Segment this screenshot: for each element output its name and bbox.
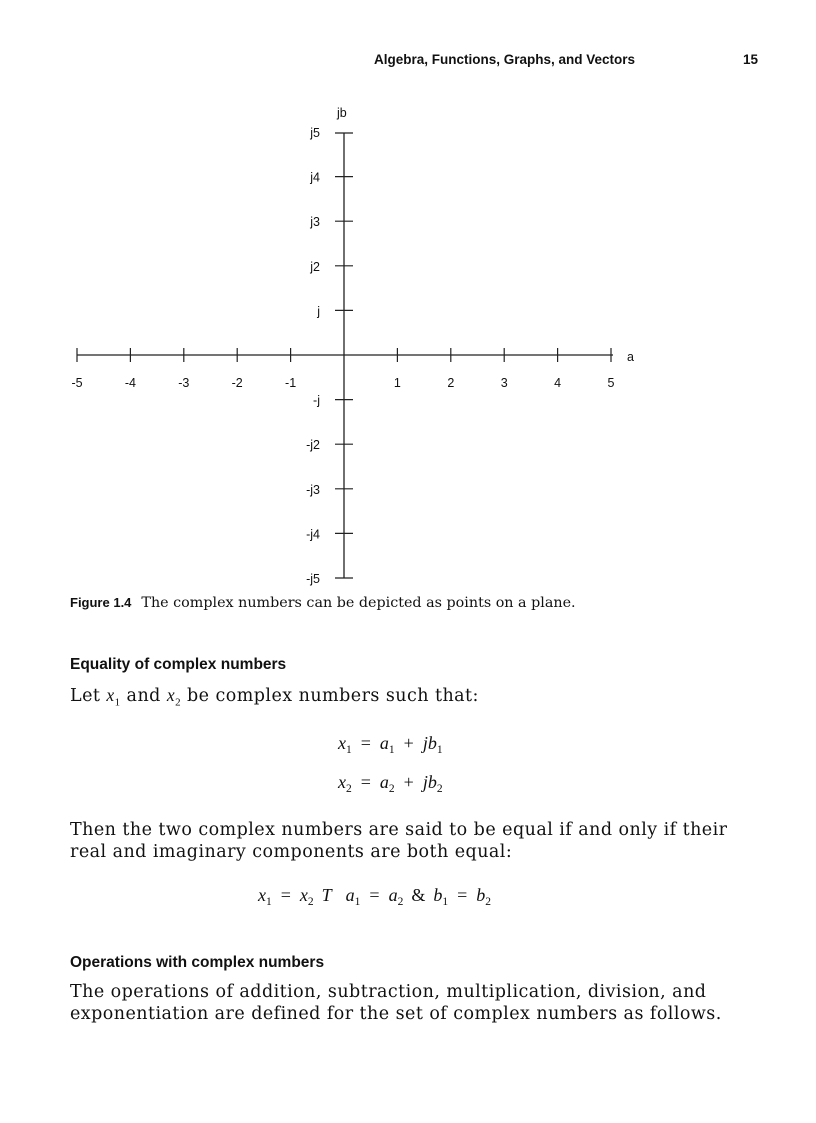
figure-caption bbox=[70, 594, 670, 612]
equals-sign: = bbox=[360, 733, 371, 753]
subscript-1: 1 bbox=[442, 896, 449, 908]
x-tick-label: -1 bbox=[285, 376, 297, 390]
var-b: b bbox=[427, 772, 437, 792]
var-a: a bbox=[379, 733, 389, 753]
subscript-2: 2 bbox=[307, 896, 314, 908]
var-j: j bbox=[422, 772, 428, 792]
y-tick-label: -j3 bbox=[306, 482, 320, 497]
y-tick-label: j2 bbox=[310, 259, 320, 274]
axis-ticks bbox=[71, 126, 614, 586]
real-axis-label: a bbox=[627, 350, 634, 364]
x-tick-label: -3 bbox=[178, 376, 190, 390]
var-x: x bbox=[258, 885, 266, 905]
var-a: a bbox=[379, 772, 389, 792]
x-tick-label: -2 bbox=[231, 376, 243, 390]
y-tick-label: -j4 bbox=[306, 527, 320, 542]
var-a: a bbox=[388, 885, 398, 905]
y-tick-label: j3 bbox=[310, 215, 320, 230]
imaginary-axis-label: jb bbox=[337, 106, 347, 120]
paragraph-operations: The operations of addition, subtraction, multiplication, division, and exponentiation are defined for the set of complex numbers as follows. bbox=[70, 982, 722, 1024]
y-tick-label: j bbox=[317, 304, 320, 319]
subscript-1: 1 bbox=[436, 744, 443, 756]
ampersand: & bbox=[411, 885, 426, 905]
equals-sign: = bbox=[360, 772, 371, 792]
var-b: b bbox=[427, 733, 437, 753]
x-tick-label: -4 bbox=[124, 376, 136, 390]
equation-x1-definition bbox=[338, 733, 443, 754]
y-tick-label: j5 bbox=[310, 126, 320, 140]
x-tick-label: -5 bbox=[71, 376, 83, 390]
x-tick-label: 4 bbox=[554, 376, 562, 390]
subscript-1: 1 bbox=[354, 896, 361, 908]
figure-caption-text: The complex numbers can be depicted as points on a plane. bbox=[141, 595, 576, 611]
y-tick-label: -j bbox=[313, 393, 320, 408]
subscript-2: 2 bbox=[397, 896, 404, 908]
iff-symbol: T bbox=[321, 885, 332, 905]
y-tick-label: -j5 bbox=[306, 572, 320, 586]
subscript-2: 2 bbox=[388, 783, 395, 795]
var-b: b bbox=[433, 885, 443, 905]
var-x: x bbox=[166, 685, 176, 705]
plus-sign: + bbox=[403, 733, 414, 753]
equals-sign: = bbox=[280, 885, 291, 905]
subscript-1: 1 bbox=[388, 744, 395, 756]
figure-caption-label: Figure 1.4 bbox=[70, 595, 132, 610]
subscript-2: 2 bbox=[485, 896, 491, 908]
section-heading-equality: Equality of complex numbers bbox=[70, 656, 287, 673]
plus-sign: + bbox=[403, 772, 414, 792]
var-j: j bbox=[422, 733, 428, 753]
x-tick-label: 5 bbox=[607, 376, 615, 390]
intro-text-mid: and bbox=[120, 686, 167, 706]
var-x: x bbox=[338, 733, 346, 753]
x-tick-label: 2 bbox=[447, 376, 455, 390]
var-x: x bbox=[299, 885, 308, 905]
subscript-2: 2 bbox=[346, 783, 352, 795]
subscript-1: 1 bbox=[266, 896, 272, 908]
equals-sign: = bbox=[457, 885, 468, 905]
var-b: b bbox=[476, 885, 486, 905]
intro-text-pre: Let bbox=[70, 686, 107, 706]
y-tick-label: j4 bbox=[310, 170, 320, 185]
subscript-1: 1 bbox=[114, 696, 121, 709]
subscript-2: 2 bbox=[436, 783, 443, 795]
var-a: a bbox=[345, 885, 355, 905]
var-x: x bbox=[106, 685, 115, 705]
x-tick-label: 1 bbox=[393, 376, 401, 390]
paragraph-equality-intro bbox=[70, 684, 758, 714]
paragraph-equality-definition: Then the two complex numbers are said to be equal if and only if their real and imaginary components are both equal: bbox=[70, 820, 728, 862]
y-tick-label: -j2 bbox=[306, 438, 320, 453]
x-tick-label: 3 bbox=[500, 376, 508, 390]
subscript-1: 1 bbox=[346, 744, 352, 756]
running-head-title: Algebra, Functions, Graphs, and Vectors bbox=[374, 52, 636, 67]
subscript-2: 2 bbox=[175, 696, 182, 709]
section-heading-operations: Operations with complex numbers bbox=[70, 954, 325, 971]
intro-text-post: be complex numbers such that: bbox=[181, 686, 479, 706]
equation-equality-condition bbox=[258, 885, 491, 906]
equals-sign: = bbox=[369, 885, 380, 905]
var-x: x bbox=[338, 772, 346, 792]
equation-x2-definition bbox=[338, 772, 443, 793]
page-number: 15 bbox=[742, 52, 758, 67]
